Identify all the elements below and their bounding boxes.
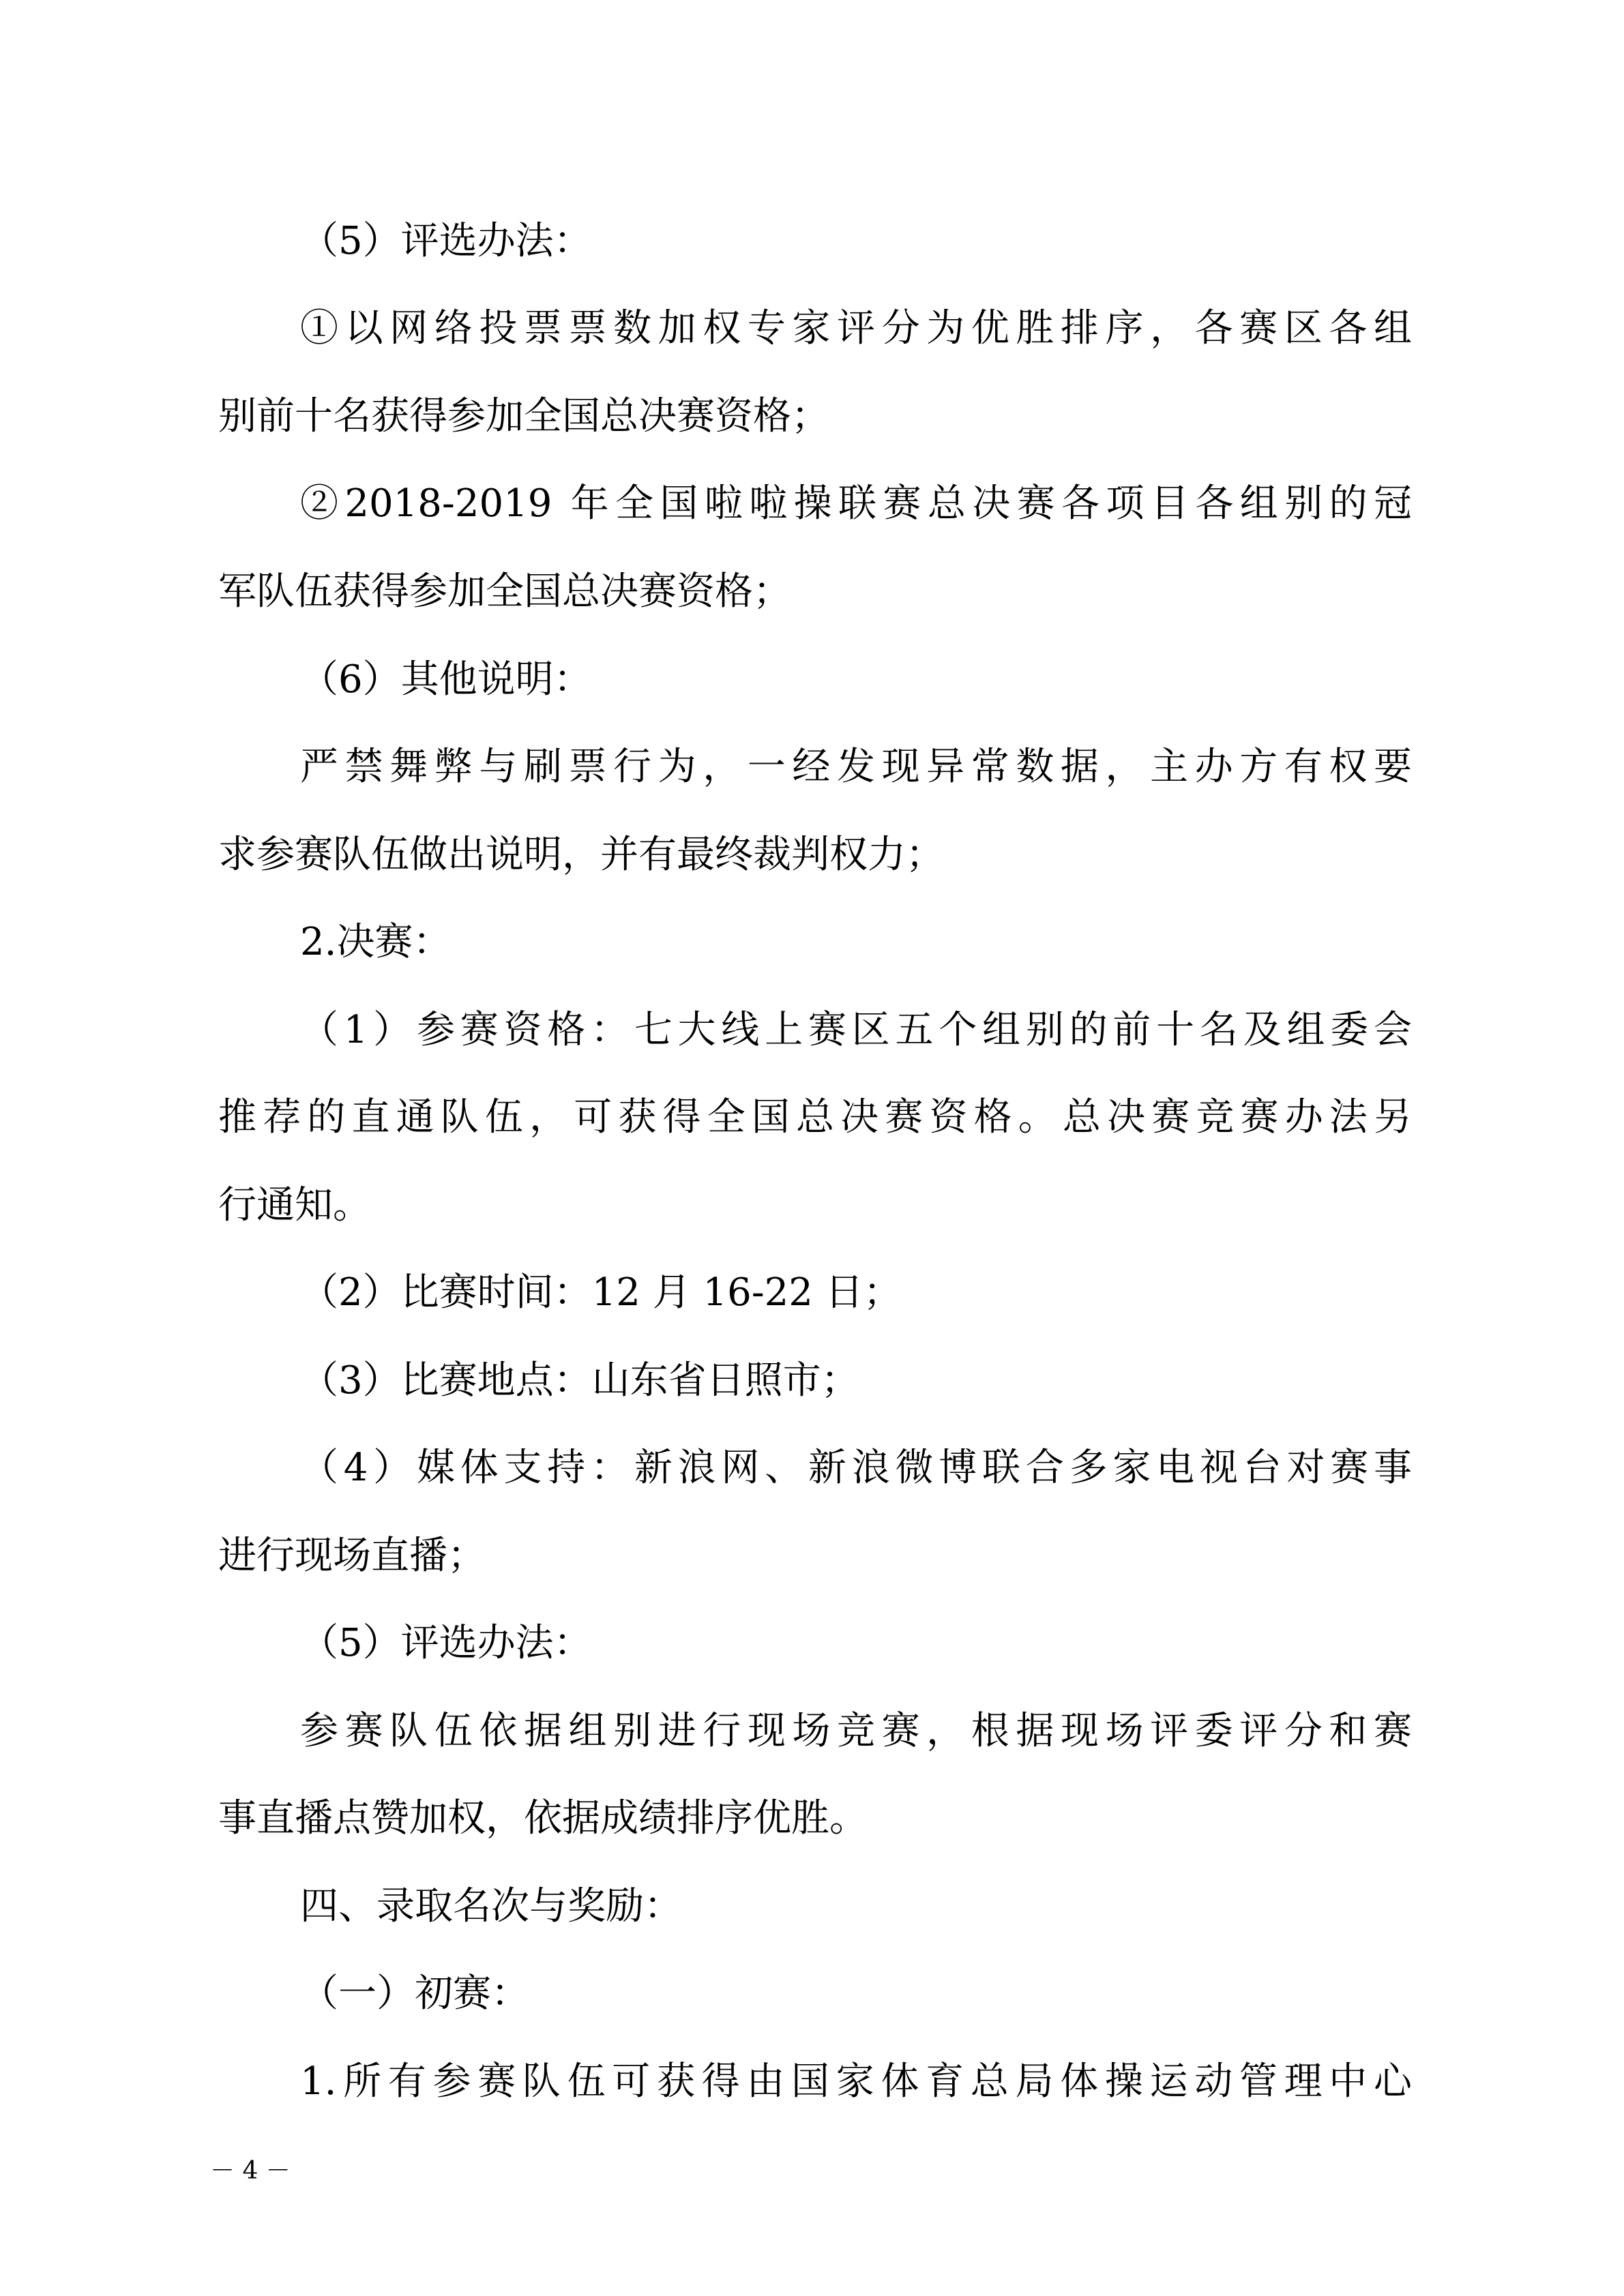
text-line-finals-evaluation-heading: （5）评选办法： <box>300 1621 592 1665</box>
text-line-finals-eligibility-end: 行通知。 <box>218 1183 371 1227</box>
text-line-finals-time: （2）比赛时间：12 月 16-22 日； <box>300 1270 902 1315</box>
text-line-finals-media: （4）媒体支持：新浪网、新浪微博联合多家电视台对赛事 <box>300 1446 1412 1490</box>
text-line-finals-evaluation-body-cont: 事直播点赞加权，依据成绩排序优胜。 <box>218 1796 868 1840</box>
text-line-evaluation-item-2-cont: 军队伍获得参加全国总决赛资格； <box>218 569 791 614</box>
text-line-evaluation-item-1-cont: 别前十名获得参加全国总决赛资格； <box>218 394 829 438</box>
text-line-evaluation-item-1: ①以网络投票票数加权专家评分为优胜排序，各赛区各组 <box>300 306 1412 351</box>
text-line-finals-eligibility: （1）参赛资格：七大线上赛区五个组别的前十名及组委会 <box>300 1008 1412 1052</box>
text-line-finals-location: （3）比赛地点：山东省日照市； <box>300 1358 859 1403</box>
text-line-finals-eligibility-cont: 推荐的直通队伍，可获得全国总决赛资格。总决赛竞赛办法另 <box>218 1095 1412 1139</box>
text-line-evaluation-item-2: ②2018-2019 年全国啦啦操联赛总决赛各项目各组别的冠 <box>300 481 1412 526</box>
text-line-other-notes-body-cont: 求参赛队伍做出说明，并有最终裁判权力； <box>218 833 944 877</box>
text-line-section-four-heading: 四、录取名次与奖励： <box>300 1884 682 1928</box>
text-line-finals-evaluation-body: 参赛队伍依据组别进行现场竞赛，根据现场评委评分和赛 <box>300 1709 1412 1753</box>
text-line-other-notes-body: 严禁舞弊与刷票行为，一经发现异常数据，主办方有权要 <box>300 745 1412 789</box>
text-line-preliminary-heading: （一）初赛： <box>300 1971 529 2016</box>
page-number: － 4 － <box>210 2157 291 2185</box>
text-line-preliminary-item-1: 1.所有参赛队伍可获得由国家体育总局体操运动管理中心 <box>300 2059 1412 2104</box>
text-line-finals-media-cont: 进行现场直播； <box>218 1534 486 1578</box>
text-line-other-notes-heading: （6）其他说明： <box>300 657 592 702</box>
text-line-evaluation-method-heading: （5）评选办法： <box>300 219 592 263</box>
text-line-finals-heading: 2.决赛： <box>300 920 452 964</box>
